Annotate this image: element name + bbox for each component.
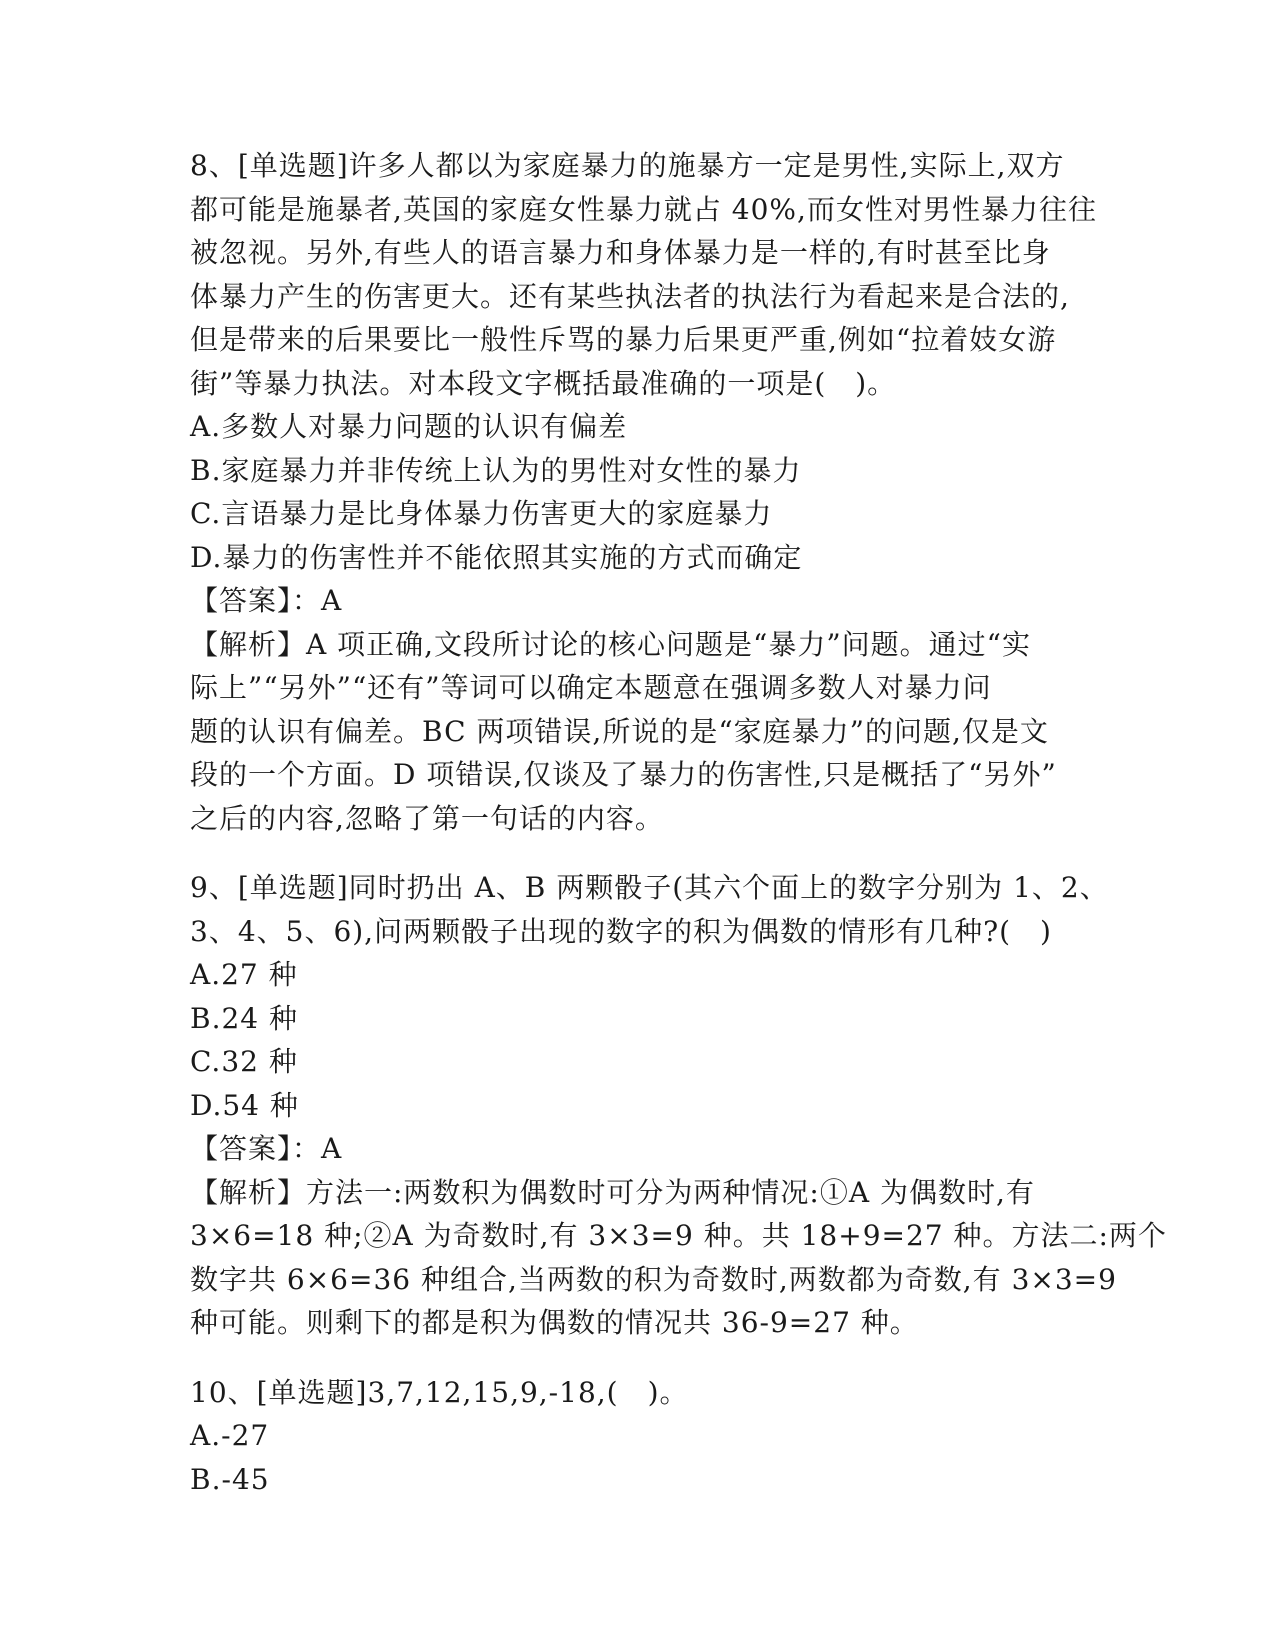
option-b: B.-45 bbox=[190, 1462, 270, 1496]
analysis-line: 数字共 6×6=36 种组合,当两数的积为奇数时,两数都为奇数,有 3×3=9 bbox=[190, 1262, 1117, 1296]
analysis-line: 之后的内容,忽略了第一句话的内容。 bbox=[190, 801, 664, 835]
option-a: A.多数人对暴力问题的认识有偏差 bbox=[190, 410, 628, 443]
option-b: B.家庭暴力并非传统上认为的男性对女性的暴力 bbox=[190, 453, 802, 487]
analysis-line: 际上”“另外”“还有”等词可以确定本题意在强调多数人对暴力问 bbox=[190, 671, 992, 704]
analysis-line: 【解析】方法一:两数积为偶数时可分为两种情况:①A 为偶数时,有 bbox=[190, 1175, 1035, 1209]
analysis-line: 段的一个方面。D 项错误,仅谈及了暴力的伤害性,只是概括了“另外” bbox=[190, 758, 1057, 791]
question-stem-line: 3、4、5、6),问两颗骰子出现的数字的积为偶数的情形有几种?( ) bbox=[190, 914, 1052, 948]
question-9 bbox=[190, 866, 1167, 1345]
question-stem-line: 被忽视。另外,有些人的语言暴力和身体暴力是一样的,有时甚至比身 bbox=[190, 236, 1051, 269]
question-spacer bbox=[190, 1345, 1090, 1371]
question-10 bbox=[190, 1371, 1090, 1502]
question-8 bbox=[190, 144, 1097, 840]
option-d: D.54 种 bbox=[190, 1088, 299, 1122]
question-stem-line: 体暴力产生的伤害更大。还有某些执法者的执法行为看起来是合法的, bbox=[190, 279, 1070, 313]
document-page bbox=[190, 144, 1167, 1501]
question-stem-line: 10、[单选题]3,7,12,15,9,-18,( )。 bbox=[190, 1375, 689, 1409]
question-spacer bbox=[190, 840, 1090, 866]
option-d: D.暴力的伤害性并不能依照其实施的方式而确定 bbox=[190, 540, 803, 574]
question-stem-line: 8、[单选题]许多人都以为家庭暴力的施暴方一定是男性,实际上,双方 bbox=[190, 149, 1065, 182]
option-a: A.-27 bbox=[190, 1419, 270, 1452]
answer-line: 【答案】：A bbox=[190, 584, 343, 617]
analysis-line: 3×6=18 种;②A 为奇数时,有 3×3=9 种。共 18+9=27 种。方法二:两个 bbox=[190, 1219, 1167, 1252]
option-c: C.32 种 bbox=[190, 1045, 298, 1078]
option-a: A.27 种 bbox=[190, 958, 298, 991]
question-stem-line: 但是带来的后果要比一般性斥骂的暴力后果更严重,例如“拉着妓女游 bbox=[190, 323, 1057, 356]
question-stem-line: 街”等暴力执法。对本段文字概括最准确的一项是( )。 bbox=[190, 366, 897, 400]
question-stem-line: 都可能是施暴者,英国的家庭女性暴力就占 40%,而女性对男性暴力往往 bbox=[190, 192, 1097, 226]
option-b: B.24 种 bbox=[190, 1001, 299, 1035]
option-c: C.言语暴力是比身体暴力伤害更大的家庭暴力 bbox=[190, 497, 773, 530]
analysis-line: 题的认识有偏差。BC 两项错误,所说的是“家庭暴力”的问题,仅是文 bbox=[190, 714, 1049, 748]
answer-line: 【答案】：A bbox=[190, 1132, 343, 1165]
analysis-line: 【解析】A 项正确,文段所讨论的核心问题是“暴力”问题。通过“实 bbox=[190, 627, 1031, 661]
question-stem-line: 9、[单选题]同时扔出 A、B 两颗骰子(其六个面上的数字分别为 1、2、 bbox=[190, 871, 1109, 904]
analysis-line: 种可能。则剩下的都是积为偶数的情况共 36-9=27 种。 bbox=[190, 1306, 919, 1339]
